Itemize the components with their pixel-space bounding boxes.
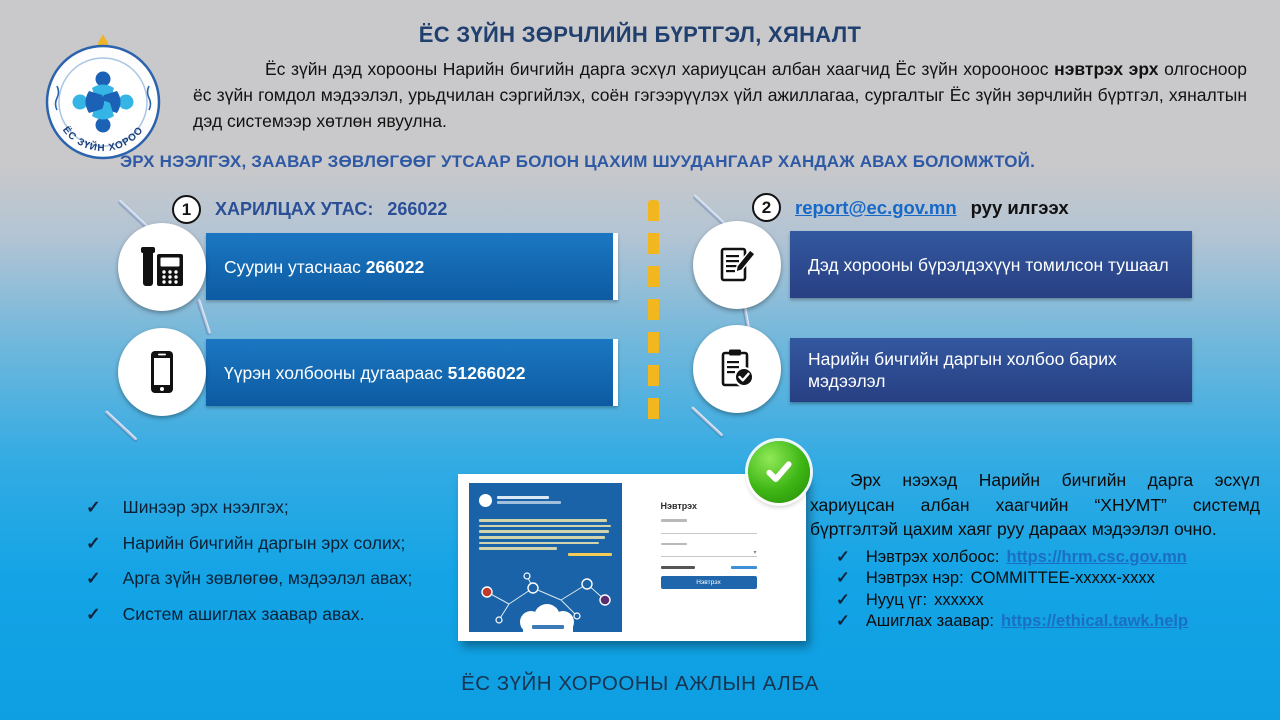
username-label-line [661,519,687,522]
access-info-paragraph: Эрх нээхэд Нарийн бичгийн дарга эсхүл хариуцсан албан хаагчийн “ХНУМТ” системд бүртгэлтэй цахим хаяг руу дараах мэдээлэл очно. [810,470,1260,539]
list-item-text: Систем ашиглах заавар авах. [122,603,365,624]
username-input[interactable] [661,526,757,534]
intro-text-post: олгосноор ёс зүйн гомдол мэдээлэл, урьдчилан сэргийлэх, соён гэгээрүүлэх үйл ажиллагаа, сургалтыг Ёс зүйн зөрчлийн бүртгэл, хяналтын дэд системээр хөтлөн явуулна. [193,59,1248,131]
login-button[interactable]: Нэвтрэх [661,576,757,589]
decor-line [693,194,726,225]
intro-text-block [479,519,611,553]
landline-number: 266022 [365,256,425,277]
list-item-text: Арга зүйн зөвлөгөө, мэдээлэл авах; [122,568,413,588]
list-item [86,604,412,625]
mobile-text: Үүрэн холбооны дугаараас [224,362,448,383]
username-value: COMMITTEE-xxxxx-xxxx [970,569,1155,587]
panel-link-line [568,553,612,556]
page-title: ЁС ЗҮЙН ЗӨРЧЛИЙН БҮРТГЭЛ, ХЯНАЛТ [418,22,862,47]
credentials-list [810,547,1260,633]
list-item [836,611,1260,633]
check-icon: ✓ [86,532,101,553]
mobile-icon-circle [118,328,206,416]
list-item [836,590,1260,612]
check-icon [759,452,799,492]
hnumt-login-screenshot [458,474,806,641]
decree-icon-circle [693,221,781,309]
decor-line [197,299,211,334]
logo-caption-line [497,501,561,504]
step-2-badge: 2 [752,193,781,222]
list-item [86,533,412,554]
manual-link[interactable]: https://ethical.tawk.help [1001,612,1189,630]
contact-info-text: Нарийн бичгийн даргын холбоо барих мэдээлэл [808,349,1117,391]
list-item [86,568,412,589]
list-item [836,547,1260,569]
login-heading: Нэвтрэх [660,501,698,511]
login-left-panel [469,483,622,632]
contact-icon-circle [693,325,781,413]
step-1-badge: 1 [172,195,201,224]
remember-me-text-line[interactable] [661,566,695,569]
green-check-badge [748,441,810,503]
check-icon: ✓ [86,568,101,588]
check-icon: ✓ [836,569,850,587]
item-label: Ашиглах заавар: [865,612,995,630]
item-label: Нууц үг: [865,590,928,609]
document-pen-icon [714,242,760,288]
intro-text-pre: Ёс зүйн дэд хорооны Нарийн бичгийн дарга эсхүл хариуцсан албан хаагчид Ёс зүйн хорооноос [265,59,1055,79]
intro-text-bold: нэвтрэх эрх [1054,59,1159,79]
password-label-line [661,543,687,546]
ethics-committee-logo [40,32,166,162]
password-input[interactable] [661,549,757,557]
clipboard-check-icon [714,346,760,392]
access-info-block [810,468,1260,633]
contact-info-bar [790,338,1192,402]
check-icon: ✓ [836,547,850,566]
login-form [661,501,757,589]
hrm-link[interactable]: https://hrm.csc.gov.mn [1006,547,1187,566]
landline-icon-circle [118,223,206,311]
email-section-heading [752,193,1069,222]
phone-heading-label: ХАРИЛЦАХ УТАС: [215,199,374,219]
check-icon: ✓ [836,612,850,630]
footer-text: ЁС ЗҮЙН ХОРООНЫ АЖЛЫН АЛБА [461,672,819,695]
mobile-phone-icon [139,349,185,395]
list-item-text: Нарийн бичгийн даргын эрх солих; [122,532,406,553]
decree-bar [790,231,1192,298]
landline-text: Суурин утаснаас [224,256,366,277]
dashed-divider [648,200,659,428]
decor-line [691,406,724,437]
check-icon: ✓ [836,590,850,609]
landline-bar [206,233,618,300]
item-label: Нэвтрэх нэр: [865,569,964,587]
logo-ring-text: ЁС ЗҮЙН ХОРОО [60,124,146,155]
list-item [836,568,1260,590]
mobile-bar [206,339,618,406]
hnumt-logo-icon [479,494,492,507]
list-item-text: Шинээр эрх нээлгэх; [122,497,289,517]
report-email-link[interactable]: report@ec.gov.mn [795,196,957,218]
desk-phone-icon [139,244,185,290]
cloud-icon [520,604,574,632]
phone-heading-number: 266022 [387,199,448,219]
decor-line [105,410,138,441]
network-cloud-graphic [469,570,622,632]
check-icon: ✓ [86,497,101,517]
phone-section-heading [172,195,447,224]
decree-text: Дэд хорооны бүрэлдэхүүн томилсон тушаал [808,254,1169,275]
password-value: xxxxxx [934,590,984,609]
list-item [86,497,412,518]
item-label: Нэвтрэх холбоос: [865,547,1000,566]
intro-paragraph [193,56,1247,134]
subtitle: ЭРХ НЭЭЛГЭХ, ЗААВАР ЗӨВЛӨГӨӨГ УТСААР БОЛОН ЦАХИМ ШУУДАНГААР ХАНДАЖ АВАХ БОЛОМЖТОЙ. [120,152,1035,171]
email-heading-rest: руу илгээх [970,196,1069,218]
logo-caption-line [497,496,549,499]
chevron-down-icon: ▾ [753,550,757,556]
services-checklist [86,497,412,639]
forgot-password-link-line[interactable] [731,566,757,569]
check-icon: ✓ [86,603,101,624]
login-options-row [661,566,757,569]
login-right-panel [622,483,795,632]
mobile-number: 51266022 [447,362,526,383]
